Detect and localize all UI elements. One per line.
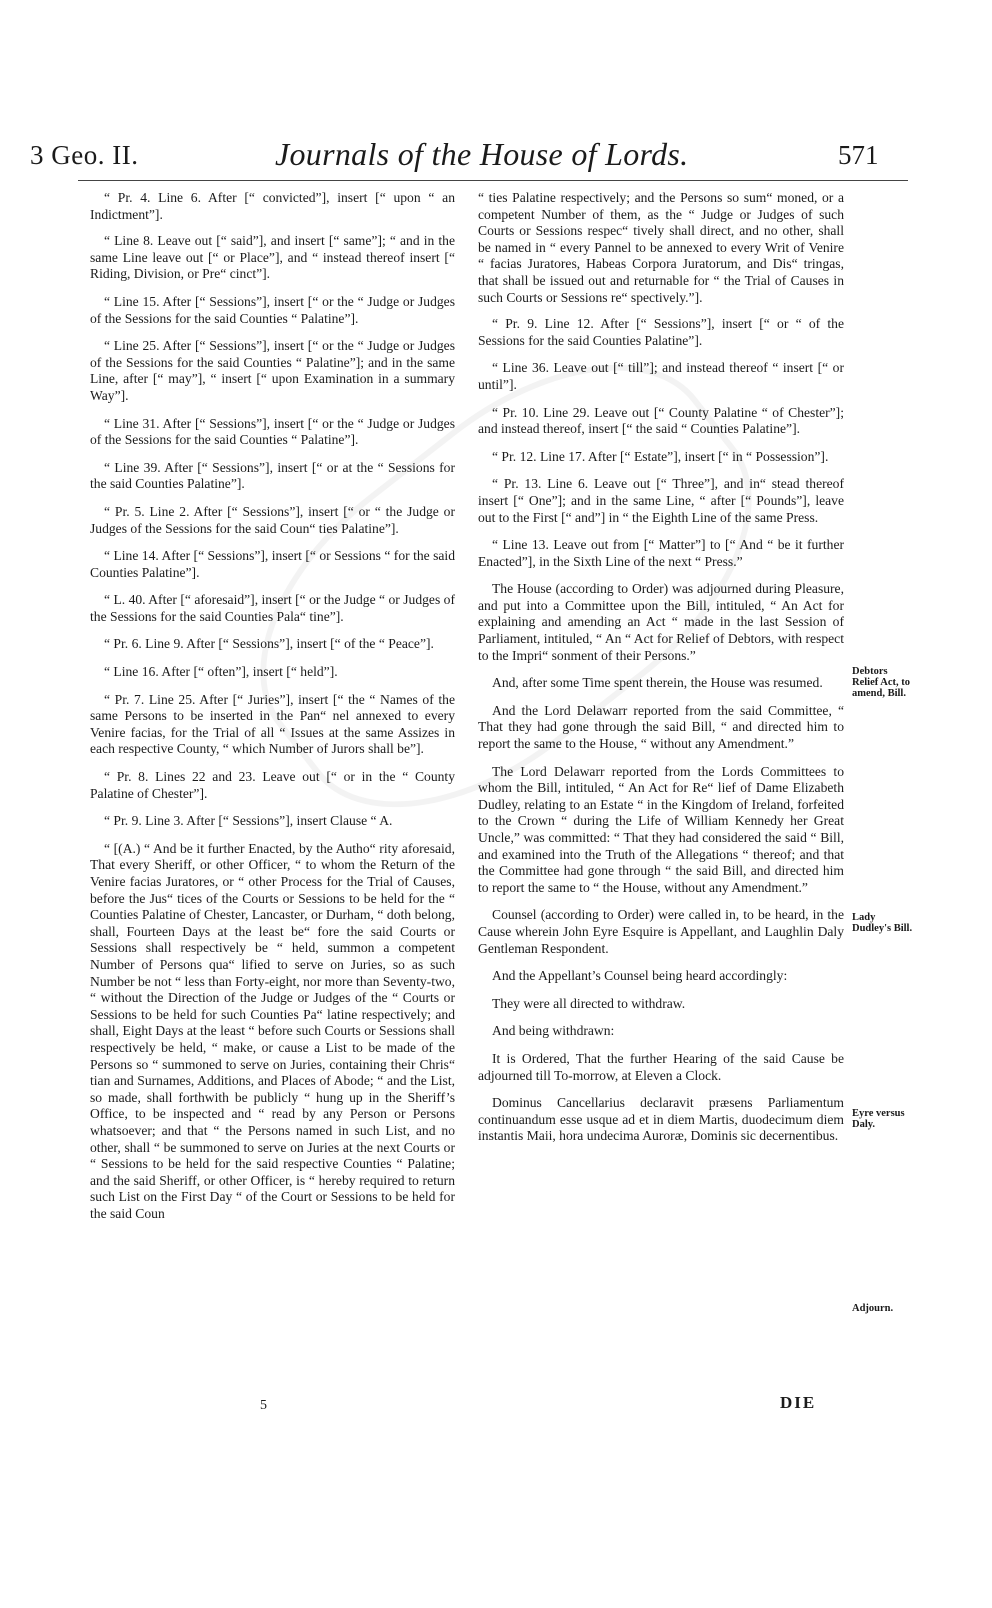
entry: “ Pr. 10. Line 29. Leave out [“ County Palatine “ of Chester”]; and instead thereof, insert [“ the said “ Counties Palatine”]. — [478, 404, 844, 437]
entry: “ Pr. 9. Line 3. After [“ Sessions”], insert Clause “ A. — [104, 813, 393, 829]
entry: “ ties Palatine respectively; and the Persons so sum“ moned, or a competent Number of them, as the “ Judge or Judges of such Courts or Sessions respec“ tively shall direct, and no other, shall be named in “ every Pannel to be annexed to every Writ of Venire “ facias Juratores, Habeas Corpora Juratorum, and Dis“ tringas, that shall be issued out and returnable for “ the Trial of Causes in such Courts or Sessions re“ spectively.”]. — [478, 190, 844, 305]
entry: “ Pr. 4. Line 6. After [“ convicted”], insert [“ upon “ an Indictment”]. — [90, 190, 455, 222]
entry: Counsel (according to Order) were called in, to be heard, in the Cause wherein John Eyre Esquire is Appellant, and Laughlin Daly Gentleman Respondent. — [478, 907, 844, 956]
page-number: 571 — [838, 140, 879, 170]
entry: “ Line 31. After [“ Sessions”], insert [“ or the “ Judge or Judges of the Sessions for the said Counties “ Palatine”]. — [90, 415, 455, 448]
entry: “ Line 14. After [“ Sessions”], insert [“ or Sessions “ for the said Counties Palatine”]. — [90, 548, 455, 580]
entry: “ L. 40. After [“ aforesaid”], insert [“ or the Judge “ or Judges of the Sessions for the said Counties Pala“ tine”]. — [90, 592, 455, 624]
margin-note-dudley: Lady Dudley's Bill. — [852, 912, 913, 934]
margin-note-adjourn: Adjourn. — [852, 1303, 894, 1314]
entry: And, after some Time spent therein, the House was resumed. — [492, 675, 823, 691]
entry: “ Line 39. After [“ Sessions”], insert [“ or at the “ Sessions for the said Counties Palatine”]. — [90, 459, 455, 492]
entry: “ Line 25. After [“ Sessions”], insert [“ or the “ Judge or Judges of the Sessions for the said Counties “ Palatine”]; and in the same Line, after [“ may”], “ insert [“ upon Examination in a summary Way”]. — [90, 338, 455, 403]
entry: “ Pr. 6. Line 9. After [“ Sessions”], insert [“ of the “ Peace”]. — [104, 636, 434, 652]
entry: “ Line 8. Leave out [“ said”], and insert [“ same”]; “ and in the same Line leave out [“ or Place”], and “ instead thereof insert [“ Riding, Division, or Pre“ cinct”]. — [90, 233, 455, 282]
signature-mark: 5 — [260, 1398, 267, 1413]
entry: “ Pr. 12. Line 17. After [“ Estate”], insert [“ in “ Possession”]. — [492, 448, 829, 464]
entry: “ Line 13. Leave out from [“ Matter”] to [“ And “ be it further Enacted”], in the Sixth Line of the next “ Press.” — [478, 537, 844, 569]
entry: They were all directed to withdraw. — [492, 995, 686, 1011]
entry: “ Pr. 5. Line 2. After [“ Sessions”], insert [“ or “ the Judge or Judges of the Sessions for the said Coun“ ties Palatine”]. — [90, 503, 455, 536]
entry: “ Line 36. Leave out [“ till”]; and instead thereof “ insert [“ or until”]. — [478, 360, 844, 392]
entry: “ Line 16. After [“ often”], insert [“ held”]. — [104, 664, 338, 680]
entry: The House (according to Order) was adjourned during Pleasure, and put into a Committee upon the Bill, intituled, “ An Act for explaining and amending an Act “ made in the last Session of Parliament, intituled, “ An “ Act for Relief of Debtors, with respect to the Impri“ sonment of their Persons.” — [478, 581, 844, 663]
adjournment-latin: Dominus Cancellarius declaravit præsens Parliamentum continuandum esse usque ad et in diem Martis, duodecimum diem instantis Maii, hora undecima Auroræ, Dominis sic decernentibus. — [478, 1095, 844, 1144]
entry: “ Line 15. After [“ Sessions”], insert [“ or the “ Judge or Judges of the Sessions for the said Counties “ Palatine”]. — [90, 293, 455, 326]
right-column — [478, 190, 844, 1156]
regnal-year: 3 Geo. II. — [30, 140, 139, 170]
page-title: Journals of the House of Lords. — [275, 136, 689, 172]
entry: And being withdrawn: — [492, 1023, 615, 1039]
entry: “ Pr. 7. Line 25. After [“ Juries”], insert [“ the “ Names of the same Persons to be inserted in the Pan“ nel annexed to every Venire facias, for the Trial of all “ Issues at the same Assizes in each respective County, “ which Number of Jurors shall be”]. — [90, 691, 455, 757]
entry: “ Pr. 9. Line 12. After [“ Sessions”], insert [“ or “ of the Sessions for the said Counties Palatine”]. — [478, 316, 844, 348]
entry: “ Pr. 13. Line 6. Leave out [“ Three”], and in“ stead thereof insert [“ One”]; and in the same Line, “ after [“ Pounds”], leave out to the First [“ and”] in “ the Eighth Line of the same Press. — [478, 476, 844, 525]
margin-note-eyre: Eyre versus Daly. — [852, 1108, 905, 1130]
entry: And the Appellant’s Counsel being heard accordingly: — [492, 968, 788, 984]
entry: “ Pr. 8. Lines 22 and 23. Leave out [“ or in the “ County Palatine of Chester”]. — [90, 769, 455, 801]
left-column — [90, 190, 455, 1233]
header-rule — [78, 180, 908, 181]
clause-a: “ [(A.) “ And be it further Enacted, by the Autho“ rity aforesaid, That every Sheriff, or other Officer, “ to whom the Return of the Venire facias Juratores, or “ other Process for the Trial of Causes, before the Jus“ tices of the Courts or Sessions to be held for the “ Counties Palatine of Chester, Lancaster, or Durham, “ doth belong, shall, Fourteen Days at the least be“ fore the said Courts or Sessions shall respectively be “ held, summon a competent Number of Persons qua“ lified to serve on Juries, so as such Number be not “ less than Forty-eight, nor more than Seventy-two, “ without the Direction of the Judge or Judges of the “ Courts or Sessions to be held for such Counties Pa“ latine respectively; and shall, Eight Days at the least “ before such Courts or Sessions shall respectively be held, “ make, or cause a List to be made of the Persons so “ summoned to serve on Juries, containing their Chris“ tian and Surnames, Additions, and Places of Abode; “ and the List, so made, shall forthwith be publicly “ hung up in the Sheriff’s Office, to be inspected and “ read by any Person or Persons whatsoever; and that “ the Persons named in such List, and no other, shall “ be summoned to serve on Juries at the next Courts or “ Sessions to be held for the said respective Counties “ Palatine; and the said Sheriff, or other Officer, is “ hereby required to return such List on the First Day “ of the Court or Sessions to be held for the said Coun — [90, 840, 455, 1221]
margin-note-debtors: Debtors Relief Act, to amend, Bill. — [852, 666, 911, 699]
catchword: DIE — [780, 1393, 817, 1412]
entry: The Lord Delawarr reported from the Lords Committees to whom the Bill, intituled, “ An Act for Re“ lief of Dame Elizabeth Dudley, relating to an Estate “ in the Kingdom of Ireland, forfeited to the Crown “ during the Life of William Kennedy her Great Uncle,” was committed: “ That they had considered the said “ Bill, and examined into the Truth of the Allegations “ thereof; and that the Committee had gone through “ the said Bill, and directed him to report the same to “ the House, without any Amendment.” — [478, 763, 844, 895]
entry: And the Lord Delawarr reported from the said Committee, “ That they had gone through the said Bill, “ and directed him to report the same to the House, “ without any Amendment.” — [478, 702, 844, 752]
entry: It is Ordered, That the further Hearing of the said Cause be adjourned till To-morrow, at Eleven a Clock. — [478, 1050, 844, 1083]
